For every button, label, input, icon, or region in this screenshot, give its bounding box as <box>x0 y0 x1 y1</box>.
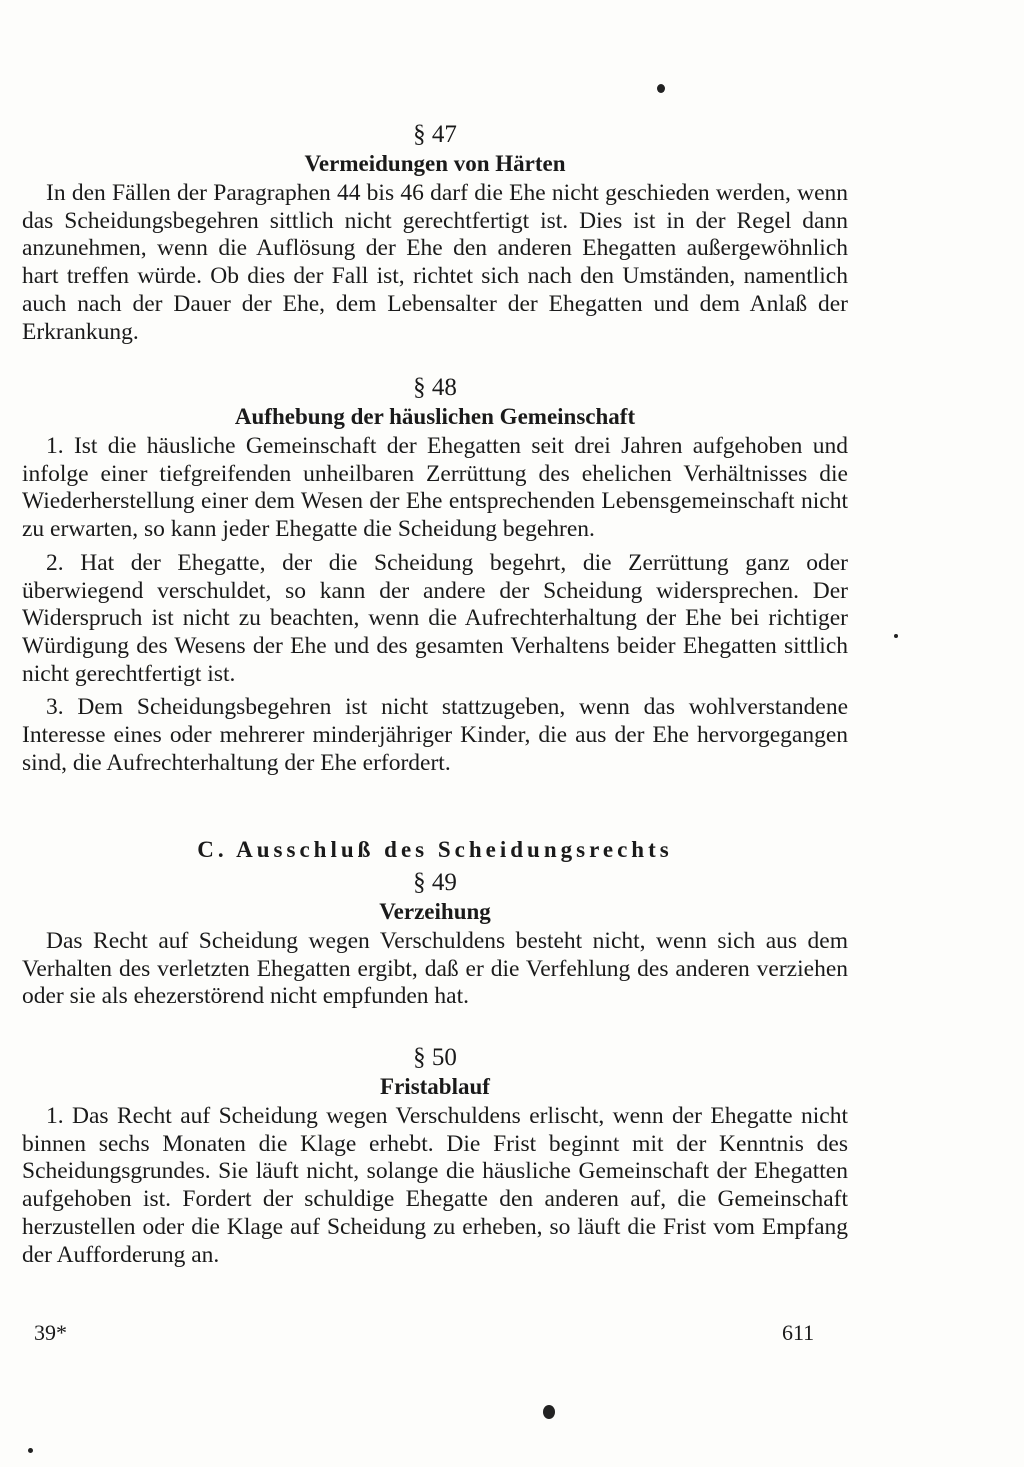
scan-speck <box>894 634 898 638</box>
section-49 <box>22 836 848 1011</box>
paragraph-number: § 48 <box>413 374 457 401</box>
body-text: 3. Dem Scheidungsbegehren ist nicht stattzugeben, wenn das wohlverstandene Interesse eines oder mehrerer minderjähriger Kinder, die aus der Ehe hervorgegangen sind, die Aufrechterhaltung der Ehe erfordert. <box>22 694 848 776</box>
scan-speck <box>657 84 665 93</box>
body-text: 1. Ist die häusliche Gemeinschaft der Ehegatten seit drei Jahren aufgehoben und infolge einer tiefgreifenden unheilbaren Zerrüttung des ehelichen Verhältnisses die Wiederherstellung einer dem Wesen der Ehe entsprechenden Lebensgemeinschaft nicht zu erwarten, so kann jeder Ehegatte die Scheidung begehren. <box>22 433 848 543</box>
paragraph-number: § 49 <box>413 869 457 896</box>
section-48 <box>22 373 848 777</box>
paragraph-title: Aufhebung der häuslichen Gemeinschaft <box>234 404 636 429</box>
body-text: 2. Hat der Ehegatte, der die Scheidung begehrt, die Zerrüttung ganz oder überwiegend verschuldet, so kann der andere der Scheidung widersprechen. Der Widerspruch ist nicht zu beachten, wenn die Aufrechterhaltung der Ehe bei richtiger Würdigung des Wesens der Ehe und des gesamten Verhaltens beider Ehegatten sittlich nicht gerechtfertigt ist. <box>22 549 848 687</box>
paragraph-title: Verzeihung <box>379 899 491 924</box>
scan-speck <box>543 1405 555 1419</box>
section-50 <box>22 1043 848 1269</box>
paragraph-number: § 47 <box>413 121 457 148</box>
paragraph-number: § 50 <box>413 1044 457 1071</box>
paragraph-title: Vermeidungen von Härten <box>304 151 566 176</box>
body-text: Das Recht auf Scheidung wegen Verschuldens besteht nicht, wenn sich aus dem Verhalten des verletzten Ehegatten ergibt, daß er die Verfehlung des anderen verziehen oder sie als ehezerstörend nicht empfunden hat. <box>22 928 848 1010</box>
page-number: 611 <box>782 1320 815 1345</box>
scan-speck <box>28 1448 33 1453</box>
chapter-heading: C. Ausschluß des Scheidungsrechts <box>197 837 673 862</box>
paragraph-title: Fristablauf <box>380 1074 490 1099</box>
signature-mark: 39* <box>34 1320 67 1345</box>
section-47 <box>22 120 848 346</box>
body-text: 1. Das Recht auf Scheidung wegen Verschuldens erlischt, wenn der Ehegatte nicht binnen sechs Monaten die Klage erhebt. Die Frist beginnt mit der Kenntnis des Scheidungsgrundes. Sie läuft nicht, solange die häusliche Gemeinschaft der Ehegatten aufgehoben ist. Fordert der schuldige Ehegatte den anderen auf, die Gemeinschaft herzustellen oder die Klage auf Scheidung zu erheben, so läuft die Frist vom Empfang der Aufforderung an. <box>22 1103 848 1268</box>
body-text: In den Fällen der Paragraphen 44 bis 46 darf die Ehe nicht geschieden werden, wenn das Scheidungsbegehren sittlich nicht gerechtfertigt ist. Dies ist in der Regel dann anzunehmen, wenn die Auflösung der Ehe den anderen Ehegatten außergewöhnlich hart treffen würde. Ob dies der Fall ist, richtet sich nach den Umständen, namentlich auch nach der Dauer der Ehe, dem Lebensalter der Ehegatten und dem Anlaß der Erkrankung. <box>22 180 848 345</box>
